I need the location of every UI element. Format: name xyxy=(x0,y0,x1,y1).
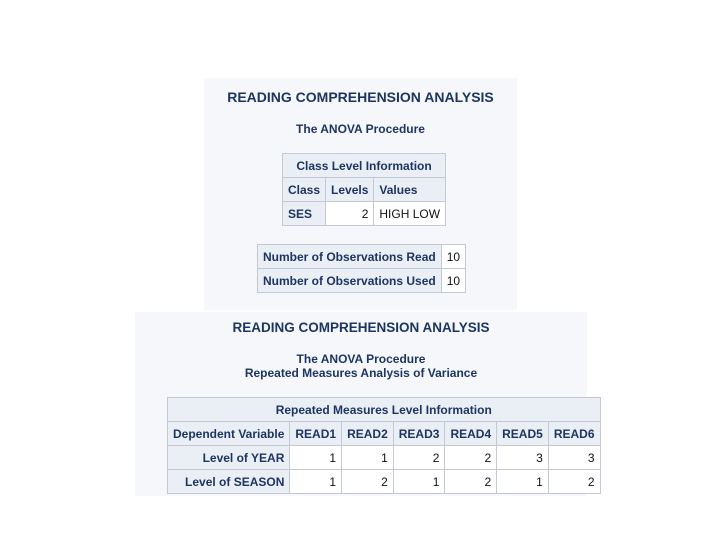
observations-table xyxy=(257,244,466,293)
report-title: READING COMPREHENSION ANALYSIS xyxy=(232,320,490,335)
table-row xyxy=(168,470,601,494)
table-row xyxy=(258,245,466,269)
anova-output-panel-1 xyxy=(204,78,517,310)
column-header: Class xyxy=(283,178,326,202)
table-caption: Class Level Information xyxy=(283,154,446,178)
levels-cell: 2 xyxy=(326,202,374,226)
column-header: READ5 xyxy=(497,422,549,446)
column-header: Dependent Variable xyxy=(168,422,290,446)
obs-value: 10 xyxy=(441,269,465,293)
procedure-title: The ANOVA Procedure xyxy=(296,122,425,136)
column-header: READ4 xyxy=(445,422,497,446)
value-cell: 3 xyxy=(497,446,549,470)
value-cell: 1 xyxy=(393,470,445,494)
table-caption: Repeated Measures Level Information xyxy=(168,398,601,422)
column-header: READ3 xyxy=(393,422,445,446)
column-header: READ2 xyxy=(342,422,394,446)
obs-value: 10 xyxy=(441,245,465,269)
column-header: Values xyxy=(374,178,446,202)
table-row xyxy=(258,269,466,293)
value-cell: 2 xyxy=(342,470,394,494)
analysis-subtitle: Repeated Measures Analysis of Variance xyxy=(244,366,478,380)
row-label: Level of SEASON xyxy=(168,470,290,494)
value-cell: 1 xyxy=(497,470,549,494)
column-header: READ6 xyxy=(548,422,600,446)
column-header: READ1 xyxy=(290,422,342,446)
class-level-table xyxy=(282,153,446,226)
column-header: Levels xyxy=(326,178,374,202)
value-cell: 1 xyxy=(342,446,394,470)
obs-label: Number of Observations Read xyxy=(258,245,442,269)
repeated-measures-table xyxy=(167,397,601,494)
value-cell: 2 xyxy=(445,470,497,494)
values-cell: HIGH LOW xyxy=(374,202,446,226)
class-cell: SES xyxy=(283,202,326,226)
value-cell: 2 xyxy=(445,446,497,470)
value-cell: 3 xyxy=(548,446,600,470)
value-cell: 2 xyxy=(548,470,600,494)
report-title: READING COMPREHENSION ANALYSIS xyxy=(227,89,494,105)
obs-label: Number of Observations Used xyxy=(258,269,442,293)
procedure-title: The ANOVA Procedure xyxy=(296,352,426,366)
row-label: Level of YEAR xyxy=(168,446,290,470)
value-cell: 1 xyxy=(290,446,342,470)
table-row xyxy=(283,202,446,226)
table-row xyxy=(168,446,601,470)
anova-output-panel-2 xyxy=(135,312,595,496)
value-cell: 2 xyxy=(393,446,445,470)
value-cell: 1 xyxy=(290,470,342,494)
